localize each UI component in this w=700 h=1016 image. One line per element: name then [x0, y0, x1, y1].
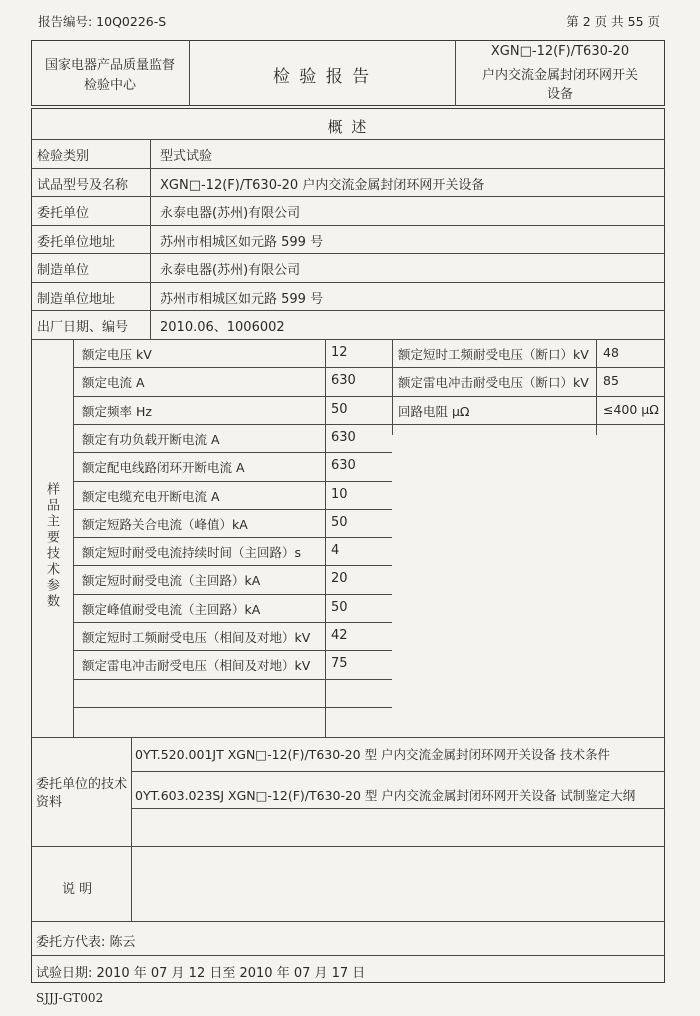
- param-row-line: [73, 594, 392, 595]
- param-col-divider: [596, 339, 597, 435]
- param-name: 额定电压 kV: [82, 347, 152, 362]
- section-title: 概 述: [327, 118, 369, 136]
- row-line: [31, 225, 665, 226]
- info-value: 永泰电器(苏州)有限公司: [160, 263, 301, 278]
- docs-divider: [131, 737, 132, 921]
- param-right-value: ≤400 μΩ: [603, 401, 659, 417]
- param-row-line: [73, 679, 392, 680]
- row-line: [31, 253, 665, 254]
- param-value: 630: [331, 373, 356, 389]
- client-rep: 委托方代表: 陈云: [36, 935, 136, 950]
- row-line: [131, 808, 665, 809]
- param-name: 额定雷电冲击耐受电压（相间及对地）kV: [82, 658, 311, 674]
- param-value: 630: [331, 458, 356, 474]
- info-label: 检验类别: [37, 149, 90, 164]
- info-value: XGN□-12(F)/T630-20 户内交流金属封闭环网开关设备: [160, 177, 485, 193]
- params-label-divider: [73, 339, 74, 737]
- param-row-line: [73, 509, 392, 510]
- param-name: 额定短时工频耐受电压（相间及对地）kV: [82, 630, 311, 645]
- param-row-line: [73, 707, 392, 708]
- info-col-divider: [150, 139, 151, 339]
- param-row-line: [73, 650, 392, 651]
- param-name: 额定电缆充电开断电流 A: [82, 488, 220, 504]
- param-name: 额定有功负载开断电流 A: [82, 431, 220, 447]
- page-info: 第 2 页 共 55 页: [566, 14, 660, 29]
- param-name: 额定配电线路闭环开断电流 A: [82, 460, 245, 476]
- info-value: 型式试验: [160, 149, 213, 164]
- row-line: [31, 921, 665, 922]
- param-value: 50: [331, 514, 348, 530]
- product-line3: 设备: [546, 87, 573, 102]
- row-line: [131, 771, 665, 772]
- param-row-line: [73, 452, 392, 453]
- info-value: 永泰电器(苏州)有限公司: [160, 206, 301, 221]
- row-line: [31, 339, 665, 340]
- product-line2: 户内交流金属封闭环网开关: [481, 68, 638, 83]
- param-right-name: 回路电阻 μΩ: [398, 403, 470, 419]
- product-line1: XGN□-12(F)/T630-20: [490, 44, 630, 59]
- report-title: 检 验 报 告: [272, 67, 372, 87]
- notes-label: 说 明: [62, 882, 93, 897]
- param-name: 额定频率 Hz: [82, 403, 152, 419]
- row-line: [31, 196, 665, 197]
- param-right-value: 48: [603, 345, 619, 360]
- param-name: 额定短时耐受电流持续时间（主回路）s: [82, 545, 302, 561]
- param-value: 75: [331, 656, 348, 672]
- row-line: [31, 139, 665, 140]
- param-row-line: [73, 424, 665, 425]
- row-line: [31, 282, 665, 283]
- tech-doc-2: 0YT.603.023SJ XGN□-12(F)/T630-20 型 户内交流金属封闭环网开关设备 试制鉴定大纲: [135, 788, 636, 803]
- org-line1: 国家电器产品质量监督: [44, 58, 175, 73]
- info-value: 2010.06、1006002: [160, 320, 285, 335]
- param-value: 4: [331, 543, 340, 559]
- param-value: 50: [331, 401, 348, 417]
- param-right-value: 85: [603, 373, 619, 389]
- param-name: 额定峰值耐受电流（主回路）kA: [82, 601, 261, 617]
- param-value: 50: [331, 599, 348, 615]
- param-row-line: [73, 622, 392, 623]
- params-label: 样品主要技术参数: [44, 482, 59, 610]
- row-line: [31, 168, 665, 169]
- param-value: 42: [331, 628, 348, 643]
- info-label: 委托单位: [37, 206, 90, 221]
- param-name: 额定短路关合电流（峰值）kA: [82, 516, 248, 532]
- info-label: 制造单位地址: [37, 291, 116, 307]
- info-label: 制造单位: [37, 263, 90, 278]
- info-value: 苏州市相城区如元路 599 号: [160, 291, 324, 307]
- tech-doc-1: 0YT.520.001JT XGN□-12(F)/T630-20 型 户内交流金属封闭环网开关设备 技术条件: [135, 747, 611, 762]
- info-value: 苏州市相城区如元路 599 号: [160, 234, 324, 250]
- info-label: 试品型号及名称: [37, 177, 129, 193]
- param-row-line: [73, 396, 665, 397]
- row-line: [31, 310, 665, 311]
- param-row-line: [73, 565, 392, 566]
- param-value: 20: [331, 571, 348, 587]
- org-line2: 检验中心: [83, 78, 136, 93]
- report-number: 报告编号: 10Q0226-S: [38, 14, 167, 29]
- row-line: [31, 737, 665, 738]
- form-code: SJJJ-GT002: [36, 991, 104, 1005]
- info-label: 委托单位地址: [37, 234, 116, 250]
- param-col-divider: [392, 339, 393, 435]
- param-right-name: 额定短时工频耐受电压（断口）kV: [398, 347, 589, 362]
- row-line: [31, 955, 665, 956]
- tech-docs-label: 委托单位的技术资料: [36, 777, 128, 810]
- param-col-divider: [325, 339, 326, 737]
- row-line: [31, 846, 665, 847]
- info-label: 出厂日期、编号: [37, 320, 129, 335]
- test-date: 试验日期: 2010 年 07 月 12 日至 2010 年 07 月 17 日: [36, 966, 366, 981]
- param-right-name: 额定雷电冲击耐受电压（断口）kV: [398, 375, 589, 391]
- param-name: 额定电流 A: [82, 375, 145, 391]
- param-name: 额定短时耐受电流（主回路）kA: [82, 573, 261, 589]
- param-value: 630: [331, 429, 356, 445]
- param-value: 12: [331, 345, 348, 360]
- param-row-line: [73, 367, 665, 368]
- param-row-line: [73, 537, 392, 538]
- param-value: 10: [331, 486, 348, 502]
- param-row-line: [73, 481, 392, 482]
